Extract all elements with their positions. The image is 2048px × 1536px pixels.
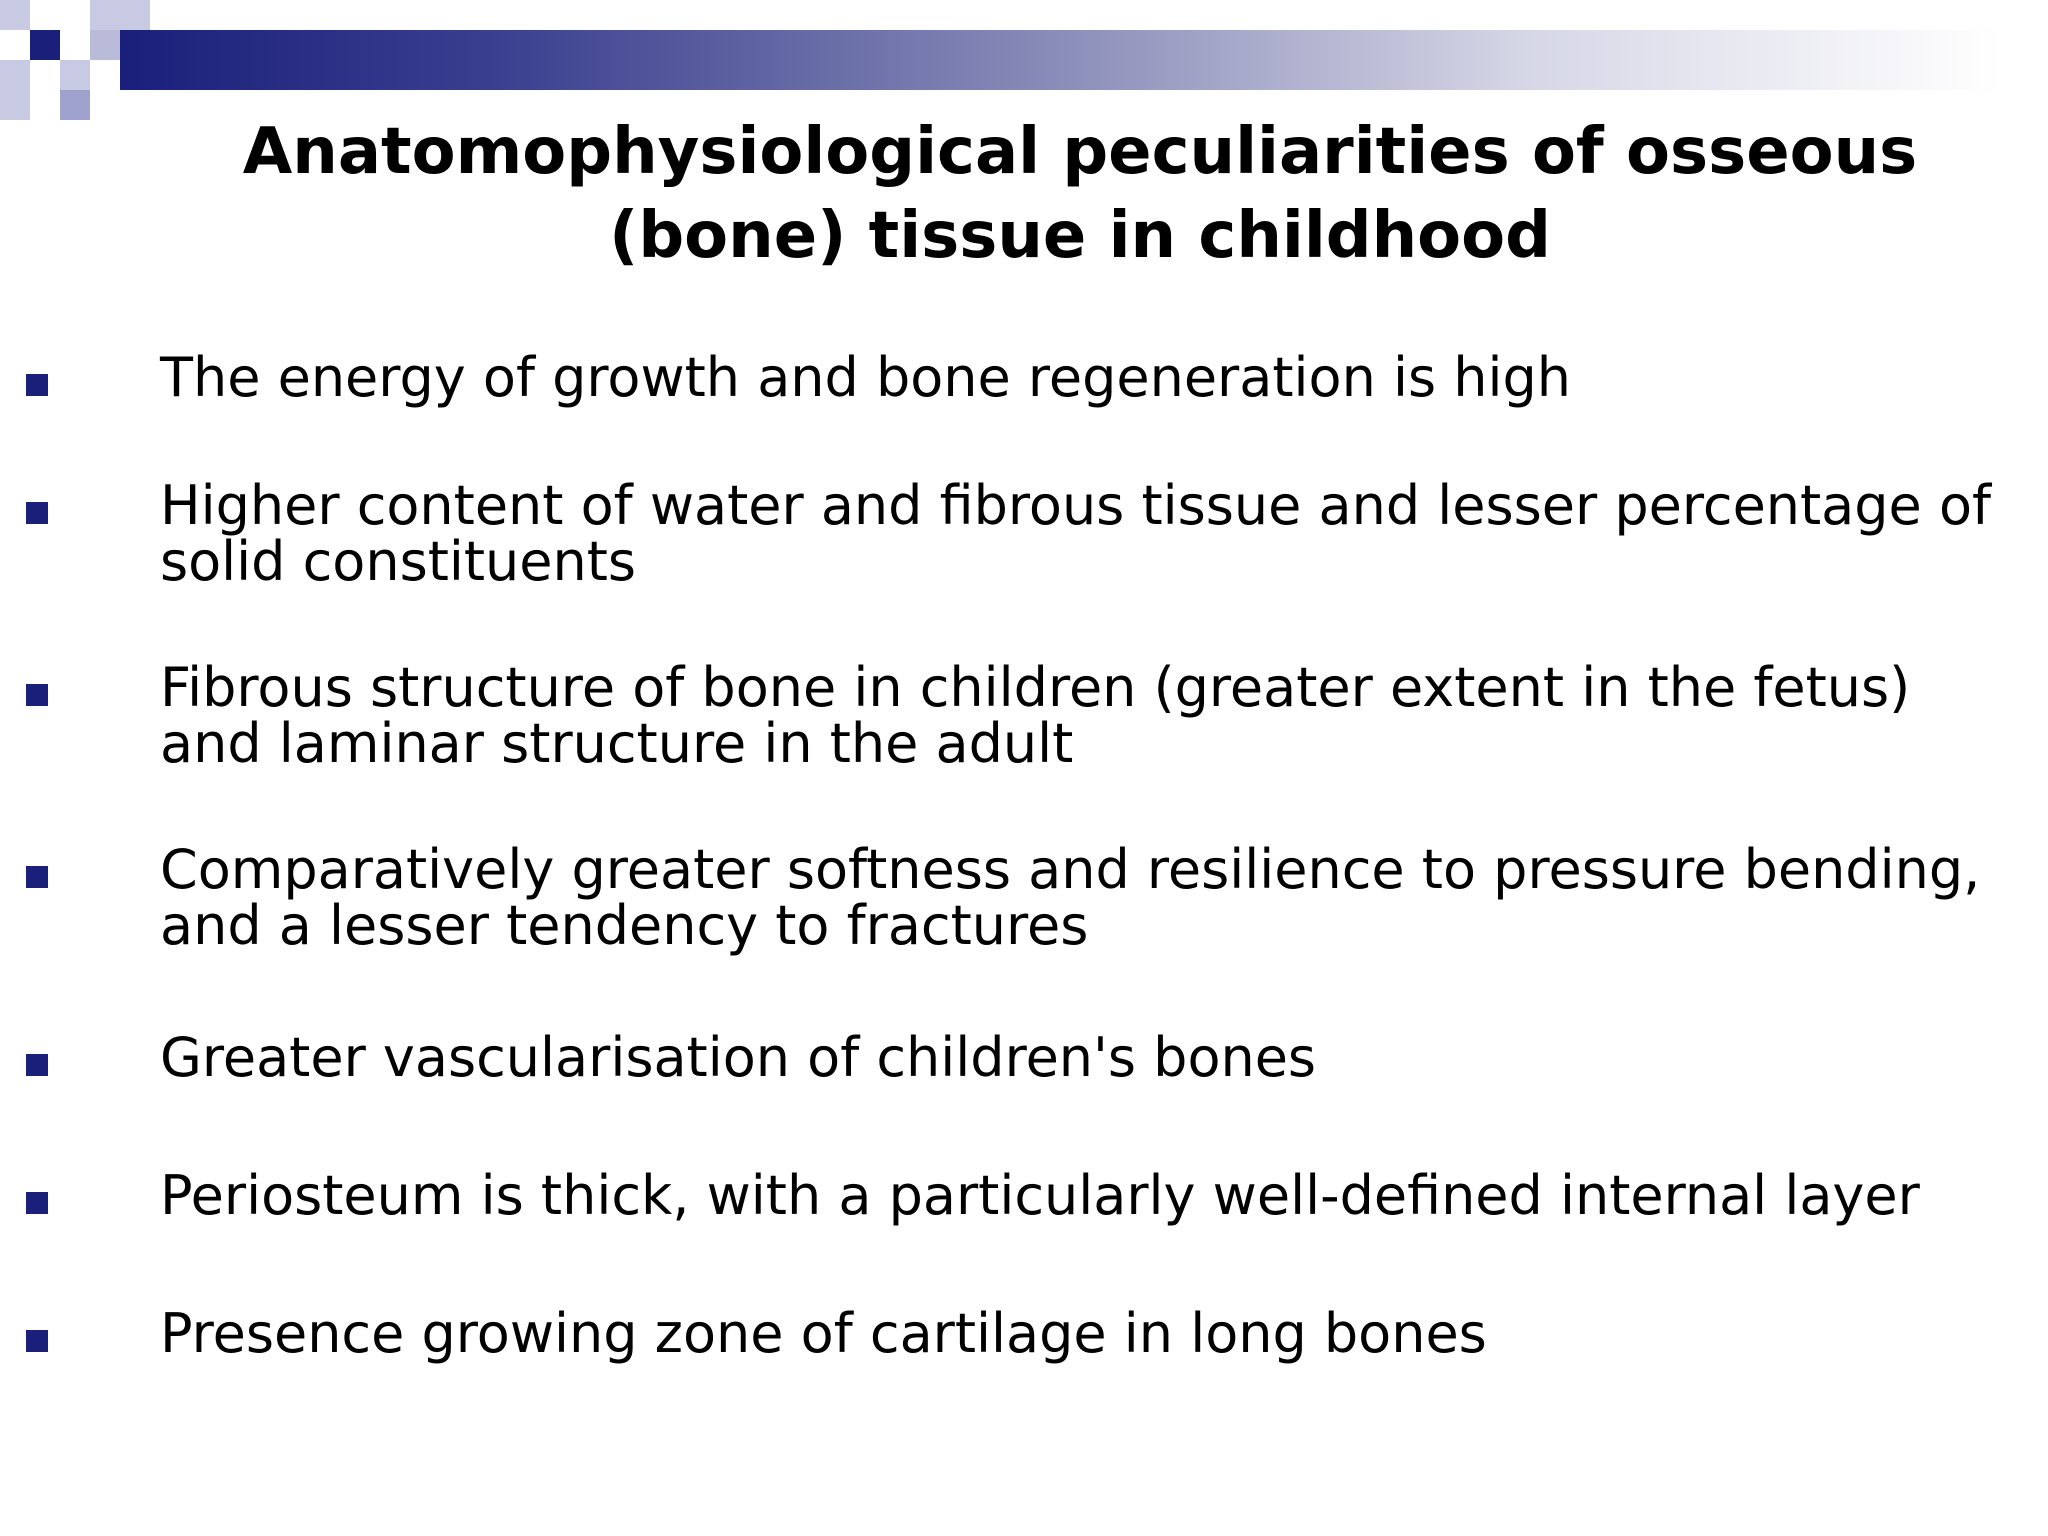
bullet-text: Fibrous structure of bone in children (greater extent in the fetus) and laminar structure in the adult xyxy=(160,656,1911,775)
bullet-text: The energy of growth and bone regeneration is high xyxy=(160,346,1571,409)
bullet-text: Comparatively greater softness and resilience to pressure bending, and a lesser tendency to fractures xyxy=(160,838,1981,957)
square-bullet-icon xyxy=(26,1330,48,1352)
bullet-text: Greater vascularisation of children's bones xyxy=(160,1026,1317,1089)
square-bullet-icon xyxy=(26,374,48,396)
bullet-text: Periosteum is thick, with a particularly well-defined internal layer xyxy=(160,1164,1920,1227)
square-bullet-icon xyxy=(26,684,48,706)
square-bullet-icon xyxy=(26,1192,48,1214)
slide-title: Anatomophysiological peculiarities of osseous (bone) tissue in childhood xyxy=(242,115,1918,273)
bullet-text: Presence growing zone of cartilage in long bones xyxy=(160,1302,1487,1365)
square-bullet-icon xyxy=(26,1054,48,1076)
square-bullet-icon xyxy=(26,502,48,524)
square-bullet-icon xyxy=(26,866,48,888)
bullet-text: Higher content of water and fibrous tissue and lesser percentage of solid constituents xyxy=(160,474,1991,593)
